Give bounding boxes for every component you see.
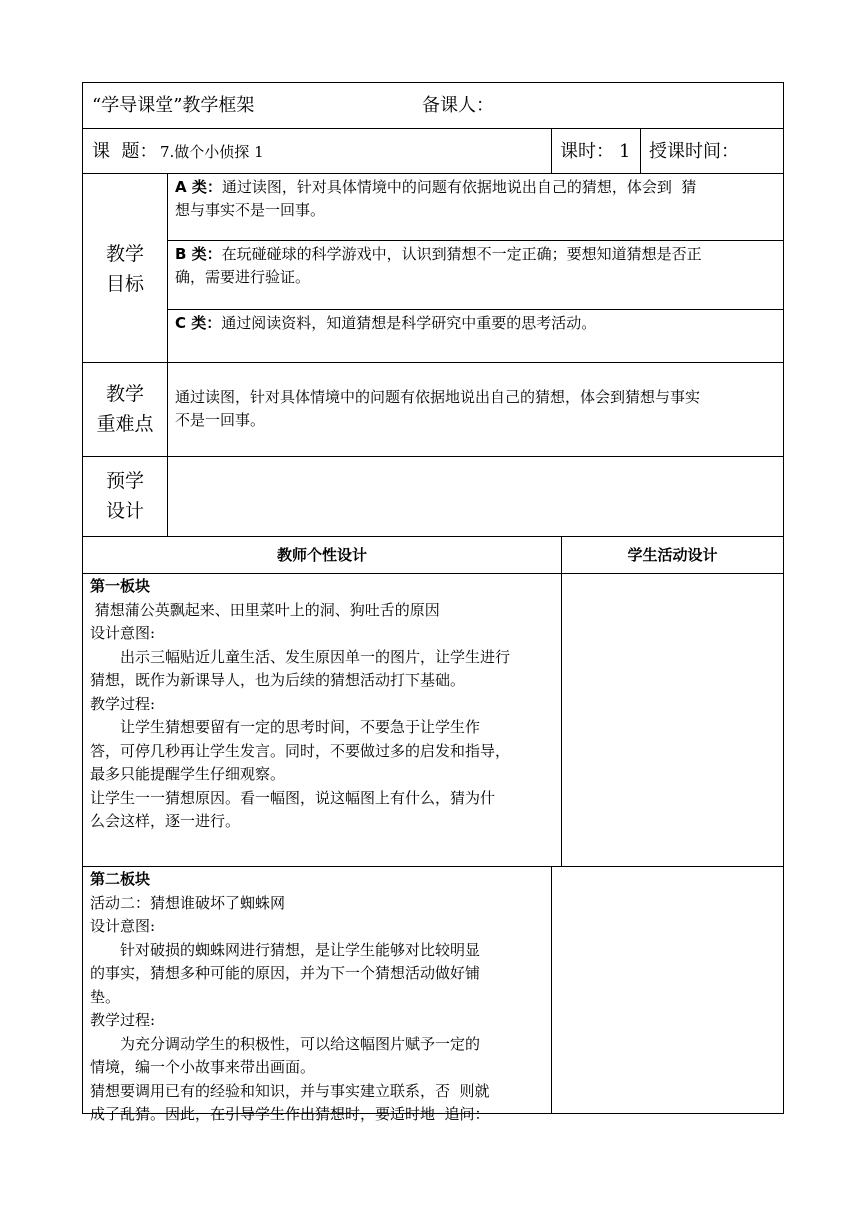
objective-c-tag: C 类： [175,314,222,332]
preview-label-line1: 预学 [105,470,144,492]
objective-b-tag: B 类： [175,245,222,263]
row-divider [82,866,784,867]
col-divider [561,536,562,866]
section1-intent-line: 猜想，既作为新课导人，也为后续的猜想活动打下基础。 [90,671,466,689]
objective-b [175,243,702,266]
page-title: “学导课堂”教学框架 [92,95,255,116]
objectives-label-line1: 教学 [105,243,144,265]
preview-label-line2: 设计 [105,500,144,522]
objectives-label [83,239,167,299]
key-points-text-cont: 不是一回事。 [175,411,266,429]
row-divider [167,309,784,310]
col-divider [551,128,552,173]
teacher-column-header: 教师个性设计 [276,546,367,564]
section2-activity: 活动二：猜想谁破坏了蜘蛛网 [90,893,286,912]
row-divider [167,240,784,241]
row-divider [82,362,784,363]
objective-c [175,312,596,335]
preview-label [83,466,167,526]
objective-b-cont: 确，需要进行验证。 [175,268,311,286]
objective-a-text: 通过读图，针对具体情境中的问题有依据地说出自己的猜想，体会到 猜 [221,178,697,196]
section1-intent-line: 出示三幅贴近儿童生活、发生原因单一的图片，让学生进行 [120,647,511,666]
topic-value: 7.做个小侦探 1 [160,143,264,161]
objective-b-text: 在玩碰碰球的科学游戏中，认识到猜想不一定正确；要想知道猜想是否正 [221,245,702,263]
key-points-text: 通过读图，针对具体情境中的问题有依据地说出自己的猜想，体会到猜想与事实 [175,388,701,406]
section2-intent-line: 的事实，猜想多种可能的原因，并为下一个猜想活动做好铺 [90,964,481,982]
section2-process-line: 猜想要调用已有的经验和知识，并与事实建立联系，否 则就 [90,1081,490,1100]
objective-a-cont: 想与事实不是一回事。 [175,201,326,219]
section1-block [90,575,555,834]
objective-a [175,176,696,199]
section1-title: 第一板块 [90,577,151,595]
section2-title: 第二板块 [90,870,151,888]
col-divider [551,866,552,1113]
period-label: 课时： [560,141,614,162]
section2-intent-line: 垫。 [90,987,121,1006]
section2-intent-line: 针对破损的蜘蛛网进行猜想，是让学生能够对比较明显 [120,940,481,959]
row-divider [82,573,784,574]
section1-process-label: 教学过程: [90,694,156,713]
section1-process-line: 让学生猜想要留有一定的思考时间，不要急于让学生作 [120,718,481,736]
section2-process-line: 情境，编一个小故事来带出画面。 [90,1058,316,1076]
key-points-label-line2: 重难点 [96,413,154,435]
key-points-label-line1: 教学 [105,383,144,405]
objectives-label-line2: 目标 [105,273,144,295]
time-label: 授课时间： [649,141,739,162]
table-border-top [82,82,784,83]
section1-process-line: 让学生一一猜想原因。看一幅图，说这幅图上有什么，猜为什 [90,788,496,807]
preparer-label: 备课人： [422,95,494,116]
objective-c-text: 通过阅读资料，知道猜想是科学研究中重要的思考活动。 [221,314,597,332]
row-divider [82,456,784,457]
topic-label: 课 题： [92,141,158,162]
section2-process-line: 成了乱猜。因此，在引导学生作出猜想时，要适时地 追问： [90,1105,490,1123]
section2-block [90,868,548,1127]
section1-process-line: 最多只能提醒学生仔细观察。 [90,765,286,783]
section2-process-line: 为充分调动学生的积极性，可以给这幅图片赋予一定的 [120,1034,481,1053]
key-points-label [83,379,167,439]
section1-subtitle: 猜想蒲公英飘起来、田里菜叶上的洞、狗吐舌的原因 [90,600,440,619]
period-value: 1 [619,141,631,162]
table-border-right [783,82,784,1114]
col-divider [640,128,641,173]
section1-process-line: 答，可停几秒再让学生发言。同时，不要做过多的启发和指导， [90,741,511,760]
student-column-header: 学生活动设计 [627,546,718,564]
row-divider [82,536,784,537]
section1-process-line: 么会这样，逐一进行。 [90,812,241,830]
section1-intent-label: 设计意图: [90,624,156,642]
objective-a-tag: A 类： [175,178,222,196]
row-divider [82,128,784,129]
section2-process-label: 教学过程: [90,1011,156,1029]
table-border-left [82,82,83,1114]
section2-intent-label: 设计意图: [90,917,156,935]
row-divider [82,173,784,174]
col-divider [167,173,168,536]
